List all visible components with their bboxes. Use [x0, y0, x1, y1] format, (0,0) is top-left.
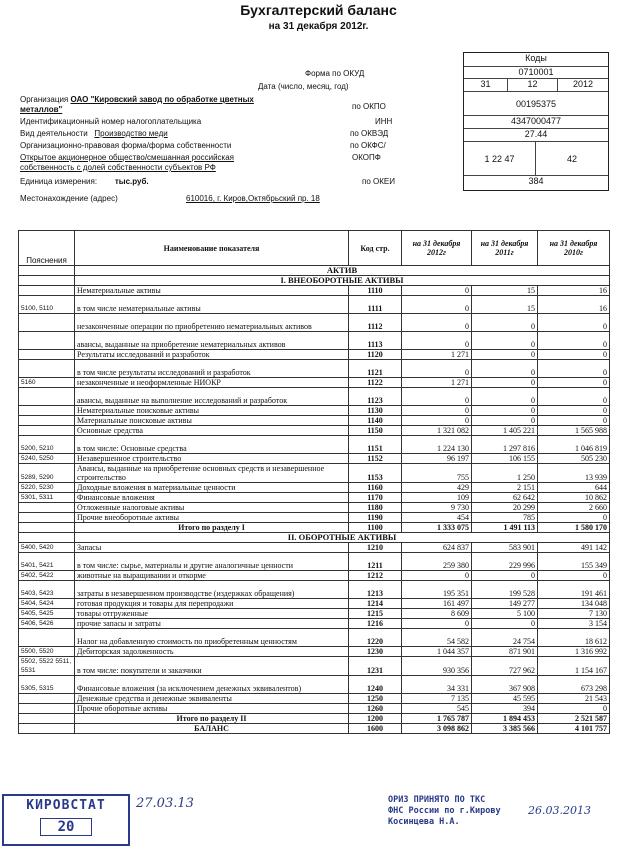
value-2010: 505 230 — [538, 454, 610, 464]
row-code: 1100 — [349, 523, 402, 533]
row-code: 1120 — [349, 350, 402, 360]
value-2011: 106 155 — [472, 454, 538, 464]
row-code: 1214 — [349, 599, 402, 609]
row-code: 1200 — [349, 714, 402, 724]
value-2012: 9 730 — [402, 503, 472, 513]
okfs-label: по ОКФС/ — [350, 141, 386, 150]
value-2012: 454 — [402, 513, 472, 523]
row-code: 1231 — [349, 657, 402, 676]
row-name: прочие запасы и затраты — [75, 619, 349, 629]
col-name-header: Наименование показателя — [75, 231, 349, 266]
okud-label: Форма по ОКУД — [305, 69, 365, 78]
value-2011: 0 — [472, 332, 538, 350]
inn-code: 4347000477 — [464, 116, 608, 129]
row-name: готовая продукция и товары для перепродажи — [75, 599, 349, 609]
okved-code: 27.44 — [464, 129, 608, 142]
row-code: 1215 — [349, 609, 402, 619]
row-name: Налог на добавленную стоимость по приобретенным ценностям — [75, 629, 349, 647]
row-note — [19, 406, 75, 416]
table-row — [19, 388, 610, 406]
row-name: в том числе: покупатели и заказчики — [75, 657, 349, 676]
document-subtitle: на 31 декабря 2012г. — [268, 21, 369, 32]
row-note — [19, 523, 75, 533]
table-row — [19, 676, 610, 694]
date-day: 31 — [464, 79, 508, 91]
row-code: 1110 — [349, 286, 402, 296]
value-2012: 54 582 — [402, 629, 472, 647]
unit-label: Единица измерения: тыс.руб. — [20, 177, 149, 186]
codes-box — [463, 52, 609, 191]
value-2012: 1 333 075 — [402, 523, 472, 533]
section-title: II. ОБОРОТНЫЕ АКТИВЫ — [75, 533, 610, 543]
row-name: Незавершенное строительство — [75, 454, 349, 464]
row-name: Дебиторская задолженность — [75, 647, 349, 657]
value-2011: 149 277 — [472, 599, 538, 609]
row-note — [19, 629, 75, 647]
row-code: 1151 — [349, 436, 402, 454]
section-header-row — [19, 276, 610, 286]
total-row — [19, 523, 610, 533]
row-note — [19, 694, 75, 704]
value-2010: 3 154 — [538, 619, 610, 629]
value-2012: 259 380 — [402, 553, 472, 571]
value-2010: 0 — [538, 513, 610, 523]
row-name: Прочие внеоборотные активы — [75, 513, 349, 523]
value-2010: 0 — [538, 406, 610, 416]
value-2010: 16 — [538, 286, 610, 296]
row-name: БАЛАНС — [75, 724, 349, 734]
table-row — [19, 286, 610, 296]
row-code: 1121 — [349, 360, 402, 378]
value-2010: 1 565 988 — [538, 426, 610, 436]
row-name: Доходные вложения в материальные ценности — [75, 483, 349, 493]
legal-form-value: Открытое акционерное общество/смешанная российская — [20, 153, 235, 162]
row-code: 1170 — [349, 493, 402, 503]
table-row — [19, 513, 610, 523]
value-2012: 1 765 787 — [402, 714, 472, 724]
value-2012: 8 609 — [402, 609, 472, 619]
org-name-cont: металлов" — [20, 105, 63, 114]
row-name: Нематериальные поисковые активы — [75, 406, 349, 416]
value-2011: 62 642 — [472, 493, 538, 503]
value-2011: 15 — [472, 286, 538, 296]
value-2012: 1 321 082 — [402, 426, 472, 436]
value-2012: 930 356 — [402, 657, 472, 676]
table-row — [19, 619, 610, 629]
table-row — [19, 296, 610, 314]
value-2011: 199 528 — [472, 581, 538, 599]
okei-code: 384 — [528, 176, 544, 186]
row-name: Итого по разделу I — [75, 523, 349, 533]
activity-value: Производство меди — [94, 129, 168, 138]
row-code: 1180 — [349, 503, 402, 513]
row-name: Нематериальные активы — [75, 286, 349, 296]
okpo-label: по ОКПО — [352, 102, 386, 111]
row-note: 5404, 5424 — [19, 599, 75, 609]
value-2011: 785 — [472, 513, 538, 523]
row-note: 5289, 5290 — [19, 464, 75, 483]
row-name: незаконченные и неоформленные НИОКР — [75, 378, 349, 388]
row-note: 5200, 5210 — [19, 436, 75, 454]
value-2011: 24 754 — [472, 629, 538, 647]
value-2010: 0 — [538, 314, 610, 332]
address-value: 610016, г. Киров,Октябрьский пр. 18 — [186, 194, 320, 203]
value-2012: 0 — [402, 619, 472, 629]
table-row — [19, 694, 610, 704]
row-note: 5500, 5520 — [19, 647, 75, 657]
value-2010: 0 — [538, 571, 610, 581]
row-note: 5160 — [19, 378, 75, 388]
row-code: 1150 — [349, 426, 402, 436]
value-2010: 4 101 757 — [538, 724, 610, 734]
value-2010: 7 130 — [538, 609, 610, 619]
value-2011: 871 901 — [472, 647, 538, 657]
value-2011: 0 — [472, 378, 538, 388]
value-2012: 1 271 — [402, 350, 472, 360]
row-code: 1152 — [349, 454, 402, 464]
value-2012: 161 497 — [402, 599, 472, 609]
date-month: 12 — [508, 79, 558, 91]
col-2011-header: на 31 декабря 2011г — [472, 231, 538, 266]
value-2011: 2 151 — [472, 483, 538, 493]
value-2011: 367 908 — [472, 676, 538, 694]
legal-form-label: Организационно-правовая форма/форма собственности — [20, 141, 232, 150]
row-note — [19, 314, 75, 332]
total-row — [19, 714, 610, 724]
table-row — [19, 483, 610, 493]
row-note: 5220, 5230 — [19, 483, 75, 493]
org-label: Организация ОАО "Кировский завод по обработке цветных — [20, 95, 254, 104]
table-row — [19, 647, 610, 657]
section-title: I. ВНЕОБОРОТНЫЕ АКТИВЫ — [75, 276, 610, 286]
value-2010: 2 521 587 — [538, 714, 610, 724]
row-code: 1230 — [349, 647, 402, 657]
value-2012: 1 271 — [402, 378, 472, 388]
okopf-okfs-codes — [464, 142, 608, 176]
row-name: Итого по разделу II — [75, 714, 349, 724]
value-2011: 727 962 — [472, 657, 538, 676]
row-note — [19, 360, 75, 378]
table-row — [19, 571, 610, 581]
row-note: 5240, 5250 — [19, 454, 75, 464]
row-code: 1111 — [349, 296, 402, 314]
value-2010: 673 298 — [538, 676, 610, 694]
value-2010: 1 154 167 — [538, 657, 610, 676]
value-2010: 0 — [538, 360, 610, 378]
value-2011: 0 — [472, 314, 538, 332]
okpo-code: 00195375 — [464, 92, 608, 116]
row-name: в том числе: сырье, материалы и другие аналогичные ценности — [75, 553, 349, 571]
row-name: авансы, выданные на приобретение нематериальных активов — [75, 332, 349, 350]
table-row — [19, 332, 610, 350]
value-2012: 1 224 130 — [402, 436, 472, 454]
org-name: ОАО "Кировский завод по обработке цветных — [70, 95, 254, 104]
value-2011: 1 405 221 — [472, 426, 538, 436]
value-2011: 0 — [472, 619, 538, 629]
row-name: авансы, выданные на выполнение исследований и разработок — [75, 388, 349, 406]
row-note: 5406, 5426 — [19, 619, 75, 629]
value-2010: 155 349 — [538, 553, 610, 571]
row-code: 1130 — [349, 406, 402, 416]
row-name: Материальные поисковые активы — [75, 416, 349, 426]
value-2010: 191 461 — [538, 581, 610, 599]
table-row — [19, 609, 610, 619]
value-2010: 21 543 — [538, 694, 610, 704]
row-note: 5305, 5315 — [19, 676, 75, 694]
date-label: Дата (число, месяц, год) — [258, 82, 349, 91]
value-2012: 3 098 862 — [402, 724, 472, 734]
unit-value: тыс.руб. — [114, 177, 149, 186]
section-title: АКТИВ — [75, 266, 610, 276]
value-2012: 0 — [402, 332, 472, 350]
value-2010: 0 — [538, 704, 610, 714]
table-row — [19, 314, 610, 332]
row-name: Финансовые вложения — [75, 493, 349, 503]
row-code: 1212 — [349, 571, 402, 581]
legal-form-value-cont: собственность с долей собственности субъектов РФ — [20, 163, 216, 172]
value-2012: 109 — [402, 493, 472, 503]
value-2011: 5 100 — [472, 609, 538, 619]
date-year: 2012 — [572, 79, 594, 89]
row-name: Денежные средства и денежные эквиваленты — [75, 694, 349, 704]
row-name: животные на выращивании и откорме — [75, 571, 349, 581]
table-row — [19, 657, 610, 676]
value-2010: 491 142 — [538, 543, 610, 553]
table-row — [19, 350, 610, 360]
value-2010: 0 — [538, 416, 610, 426]
address-label: Местонахождение (адрес) — [20, 194, 118, 203]
value-2011: 3 385 566 — [472, 724, 538, 734]
row-note: 5403, 5423 — [19, 581, 75, 599]
value-2012: 624 837 — [402, 543, 472, 553]
inn-label: ИНН — [375, 117, 393, 126]
value-2012: 755 — [402, 464, 472, 483]
value-2011: 394 — [472, 704, 538, 714]
table-row — [19, 503, 610, 513]
table-row — [19, 406, 610, 416]
section-header-row — [19, 533, 610, 543]
row-note — [19, 416, 75, 426]
row-code: 1190 — [349, 513, 402, 523]
value-2011: 1 491 113 — [472, 523, 538, 533]
value-2011: 20 299 — [472, 503, 538, 513]
row-name: Запасы — [75, 543, 349, 553]
table-row — [19, 493, 610, 503]
value-2010: 0 — [538, 378, 610, 388]
value-2012: 0 — [402, 416, 472, 426]
inn-row-label: Идентификационный номер налогоплательщика — [20, 117, 202, 126]
section-note — [19, 533, 75, 543]
col-note-header: Пояснения — [19, 231, 75, 266]
row-code: 1112 — [349, 314, 402, 332]
table-row — [19, 581, 610, 599]
value-2010: 0 — [538, 350, 610, 360]
tax-office-stamp: ОРИЗ ПРИНЯТО ПО ТКС ФНС России по г.Кирову Косинцева Н.А. — [388, 795, 501, 827]
row-name: в том числе: Основные средства — [75, 436, 349, 454]
value-2011: 229 996 — [472, 553, 538, 571]
balance-table — [18, 230, 610, 734]
value-2010: 134 048 — [538, 599, 610, 609]
row-name: Отложенные налоговые активы — [75, 503, 349, 513]
value-2011: 0 — [472, 350, 538, 360]
row-code: 1122 — [349, 378, 402, 388]
value-2012: 34 331 — [402, 676, 472, 694]
value-2012: 0 — [402, 360, 472, 378]
row-code: 1140 — [349, 416, 402, 426]
okfs-code: 42 — [566, 154, 577, 164]
row-code: 1210 — [349, 543, 402, 553]
value-2011: 0 — [472, 406, 538, 416]
col-2010-header: на 31 декабря 2010г — [538, 231, 610, 266]
value-2012: 1 044 357 — [402, 647, 472, 657]
row-note: 5502, 5522 5511, 5531 — [19, 657, 75, 676]
row-code: 1153 — [349, 464, 402, 483]
row-note: 5100, 5110 — [19, 296, 75, 314]
value-2011: 1 297 816 — [472, 436, 538, 454]
row-note: 5405, 5425 — [19, 609, 75, 619]
value-2012: 0 — [402, 296, 472, 314]
section-note — [19, 266, 75, 276]
value-2011: 0 — [472, 416, 538, 426]
kirovstat-stamp: КИРОВСТАТ 20 — [2, 794, 130, 846]
value-2012: 0 — [402, 314, 472, 332]
row-name: товары отгруженные — [75, 609, 349, 619]
row-name: затраты в незавершенном производстве (издержках обращения) — [75, 581, 349, 599]
table-header — [19, 231, 610, 266]
okopf-code: 1 22 47 — [464, 142, 536, 175]
table-row — [19, 454, 610, 464]
row-code: 1160 — [349, 483, 402, 493]
table-row — [19, 629, 610, 647]
row-note — [19, 350, 75, 360]
value-2010: 1 316 992 — [538, 647, 610, 657]
value-2012: 0 — [402, 286, 472, 296]
value-2010: 1 580 170 — [538, 523, 610, 533]
row-note — [19, 724, 75, 734]
value-2010: 0 — [538, 332, 610, 350]
okopf-label: ОКОПФ — [352, 153, 381, 162]
row-name: в том числе нематериальные активы — [75, 296, 349, 314]
document-title: Бухгалтерский баланс — [240, 2, 397, 18]
row-note — [19, 426, 75, 436]
table-row — [19, 464, 610, 483]
value-2012: 0 — [402, 388, 472, 406]
table-row — [19, 426, 610, 436]
tax-received-date: 26.03.2013 — [528, 804, 591, 817]
row-note — [19, 704, 75, 714]
row-note: 5400, 5420 — [19, 543, 75, 553]
row-name: в том числе результаты исследований и разработок — [75, 360, 349, 378]
value-2012: 0 — [402, 571, 472, 581]
section-note — [19, 276, 75, 286]
value-2010: 2 660 — [538, 503, 610, 513]
value-2010: 18 612 — [538, 629, 610, 647]
value-2011: 0 — [472, 360, 538, 378]
row-note: 5402, 5422 — [19, 571, 75, 581]
value-2012: 429 — [402, 483, 472, 493]
table-row — [19, 436, 610, 454]
table-row — [19, 378, 610, 388]
value-2011: 0 — [472, 388, 538, 406]
row-note — [19, 332, 75, 350]
received-date: 27.03.13 — [136, 796, 194, 811]
row-name: незаконченные операции по приобретению нематериальных активов — [75, 314, 349, 332]
value-2012: 0 — [402, 406, 472, 416]
value-2010: 0 — [538, 388, 610, 406]
col-2012-header: на 31 декабря 2012г — [402, 231, 472, 266]
value-2012: 195 351 — [402, 581, 472, 599]
row-note — [19, 388, 75, 406]
table-row — [19, 599, 610, 609]
row-code: 1260 — [349, 704, 402, 714]
col-code-header: Код стр. — [349, 231, 402, 266]
codes-title: Коды — [464, 53, 608, 67]
value-2012: 7 135 — [402, 694, 472, 704]
okud-code: 0710001 — [464, 67, 608, 79]
table-row — [19, 416, 610, 426]
okved-label: по ОКВЭД — [350, 129, 389, 138]
table-row — [19, 704, 610, 714]
value-2011: 15 — [472, 296, 538, 314]
okei-label: по ОКЕИ — [362, 177, 395, 186]
table-row — [19, 553, 610, 571]
value-2011: 45 595 — [472, 694, 538, 704]
row-code: 1216 — [349, 619, 402, 629]
row-code: 1213 — [349, 581, 402, 599]
value-2011: 1 250 — [472, 464, 538, 483]
value-2011: 1 894 453 — [472, 714, 538, 724]
row-name: Основные средства — [75, 426, 349, 436]
value-2010: 16 — [538, 296, 610, 314]
row-code: 1123 — [349, 388, 402, 406]
row-code: 1250 — [349, 694, 402, 704]
kirovstat-number: 20 — [40, 818, 92, 836]
row-code: 1113 — [349, 332, 402, 350]
row-note — [19, 714, 75, 724]
value-2010: 644 — [538, 483, 610, 493]
row-code: 1240 — [349, 676, 402, 694]
table-row — [19, 543, 610, 553]
row-note — [19, 513, 75, 523]
row-code: 1220 — [349, 629, 402, 647]
row-note — [19, 503, 75, 513]
row-note: 5401, 5421 — [19, 553, 75, 571]
row-note: 5301, 5311 — [19, 493, 75, 503]
row-name: Финансовые вложения (за исключением денежных эквивалентов) — [75, 676, 349, 694]
row-name: Прочие оборотные активы — [75, 704, 349, 714]
value-2010: 1 046 819 — [538, 436, 610, 454]
value-2010: 10 862 — [538, 493, 610, 503]
row-name: Авансы, выданные на приобретение основных средств и незавершенное строительство — [75, 464, 349, 483]
table-row — [19, 360, 610, 378]
value-2012: 545 — [402, 704, 472, 714]
row-name: Результаты исследований и разработок — [75, 350, 349, 360]
total-row — [19, 724, 610, 734]
value-2010: 13 939 — [538, 464, 610, 483]
value-2011: 0 — [472, 571, 538, 581]
row-code: 1600 — [349, 724, 402, 734]
value-2011: 583 901 — [472, 543, 538, 553]
date-codes — [464, 79, 608, 92]
row-code: 1211 — [349, 553, 402, 571]
value-2012: 96 197 — [402, 454, 472, 464]
activity-label: Вид деятельности Производство меди — [20, 129, 168, 138]
section-header-row — [19, 266, 610, 276]
row-note — [19, 286, 75, 296]
